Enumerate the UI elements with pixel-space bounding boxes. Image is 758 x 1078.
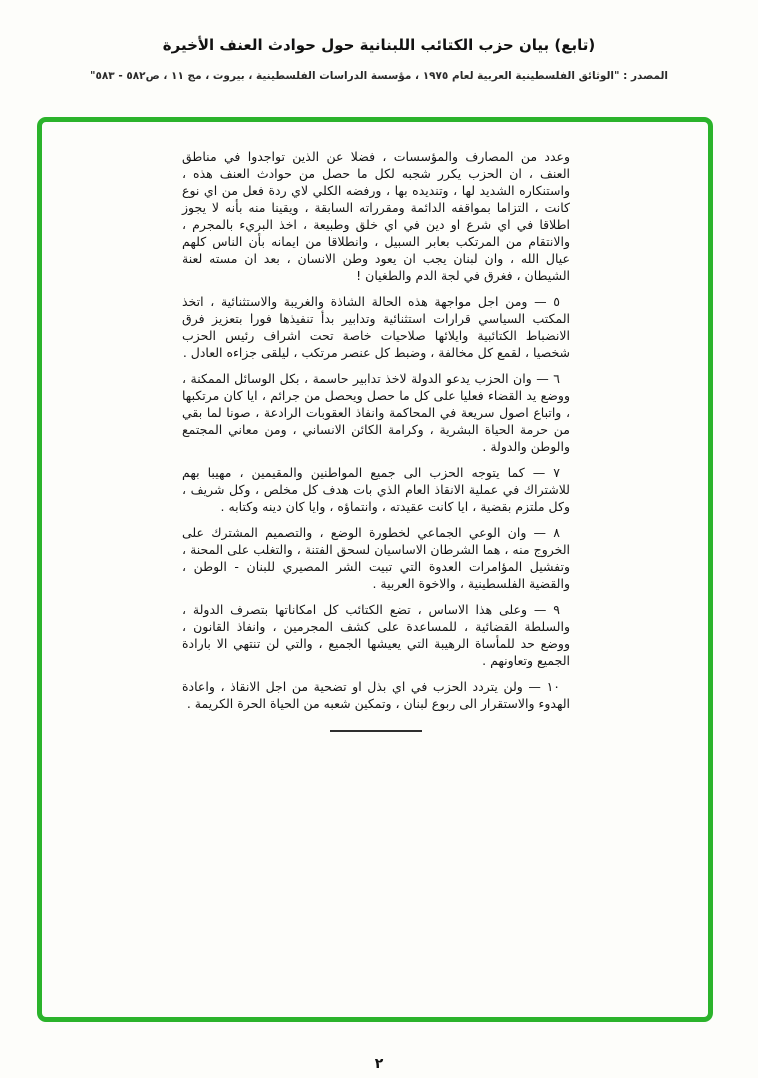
paragraph-9: ٩ — وعلى هذا الاساس ، تضع الكتائب كل امكاناتها بتصرف الدولة ، والسلطة القضائية ، للمساعدة على كشف المجرمين ، وانفاذ القانون ، ووضع حد للمأساة الرهيبة التي يعيشها الجميع ، والتي لن تنتهي الا بارادة الجميع وتعاونهم . (182, 602, 570, 668)
paragraph-continuation: وعدد من المصارف والمؤسسات ، فضلا عن الذين تواجدوا في مناطق العنف ، ان الحزب يكرر شجبه لكل ما حصل من حوادث العنف هذه ، واستنكاره الشديد لها ، وتنديده بها ، ورفضه الكلي لاي ردة فعل من اي نوع كانت ، التزاما بمواقفه الدائمة ومقرراته السابقة ، ويقينا منه بأنه لا يجوز اطلاقا في اي شرع او دين في اي خلق وطبيعة ، اخذ البريء بالمجرم ، والانتقام من المرتكب بعابر السبيل ، وانطلاقا من ايمانه بأن الناس كلهم عيال الله ، وان لبنان يجب ان يعود وطن الانسان ، بعد ان مسته لعنة الشيطان ، فغرق في لجة الدم والطغيان ! (182, 149, 570, 283)
green-highlight-frame (37, 117, 713, 1022)
paragraph-8: ٨ — وان الوعي الجماعي لخطورة الوضع ، والتصميم المشترك على الخروج منه ، هما الشرطان الاساسيان لسحق الفتنة ، والتغلب على المحنة ، وتفشيل المؤامرات العدوة التي تبيت الشر المصيري للبنان - الوطن ، والقضية الفلسطينية ، والاخوة العربية . (182, 525, 570, 591)
page-number: ٢ (374, 1056, 384, 1072)
paragraph-7: ٧ — كما يتوجه الحزب الى جميع المواطنين والمقيمين ، مهيبا بهم للاشتراك في عملية الانقاذ العام الذي بات هدف كل مخلص ، وكل شريف ، وكل ملتزم بقضية ، ايا كانت عقيدته ، وانتماؤه ، وايا كان دينه وكتابه . (182, 465, 570, 514)
paragraph-5: ٥ — ومن اجل مواجهة هذه الحالة الشاذة والغريبة والاستثنائية ، اتخذ المكتب السياسي قرارات استثنائية وتدابير بدأ تنفيذها فورا بتعزيز فرق الانضباط الكتائبية وايلائها صلاحيات خاصة تحت اشراف رئيس الحزب شخصيا ، لقمع كل مخالفة ، وضبط كل عنصر مرتكب ، ليلقى جزاءه العادل . (182, 294, 570, 360)
paragraph-10: ١٠ — ولن يتردد الحزب في اي بذل او تضحية من اجل الانقاذ ، واعادة الهدوء والاستقرار الى ربوع لبنان ، وتمكين شعبه من الحياة الحرة الكريمة . (182, 679, 570, 711)
end-of-document-divider (330, 730, 422, 732)
source-citation: المصدر : "الوثائق الفلسطينية العربية لعام ١٩٧٥ ، مؤسسة الدراسات الفلسطينية ، بيروت ، مج ١١ ، ص٥٨٢ - ٥٨٣" (89, 70, 669, 82)
document-title: (تابع) بيان حزب الكتائب اللبنانية حول حوادث العنف الأخيرة (162, 36, 596, 54)
paragraph-6: ٦ — وان الحزب يدعو الدولة لاخذ تدابير حاسمة ، بكل الوسائل الممكنة ، ووضع يد القضاء فعليا على كل ما حصل ويحصل من جرائم ، ايا كان مرتكبها ، واتباع اصول سريعة في المحاكمة وانفاذ العقوبات الرادعة ، صونا لما بقي من حرمة الحياة البشرية ، وكرامة الكائن الانساني ، ومن معاني المجتمع والوطن والدولة . (182, 371, 570, 454)
document-body (182, 148, 570, 732)
